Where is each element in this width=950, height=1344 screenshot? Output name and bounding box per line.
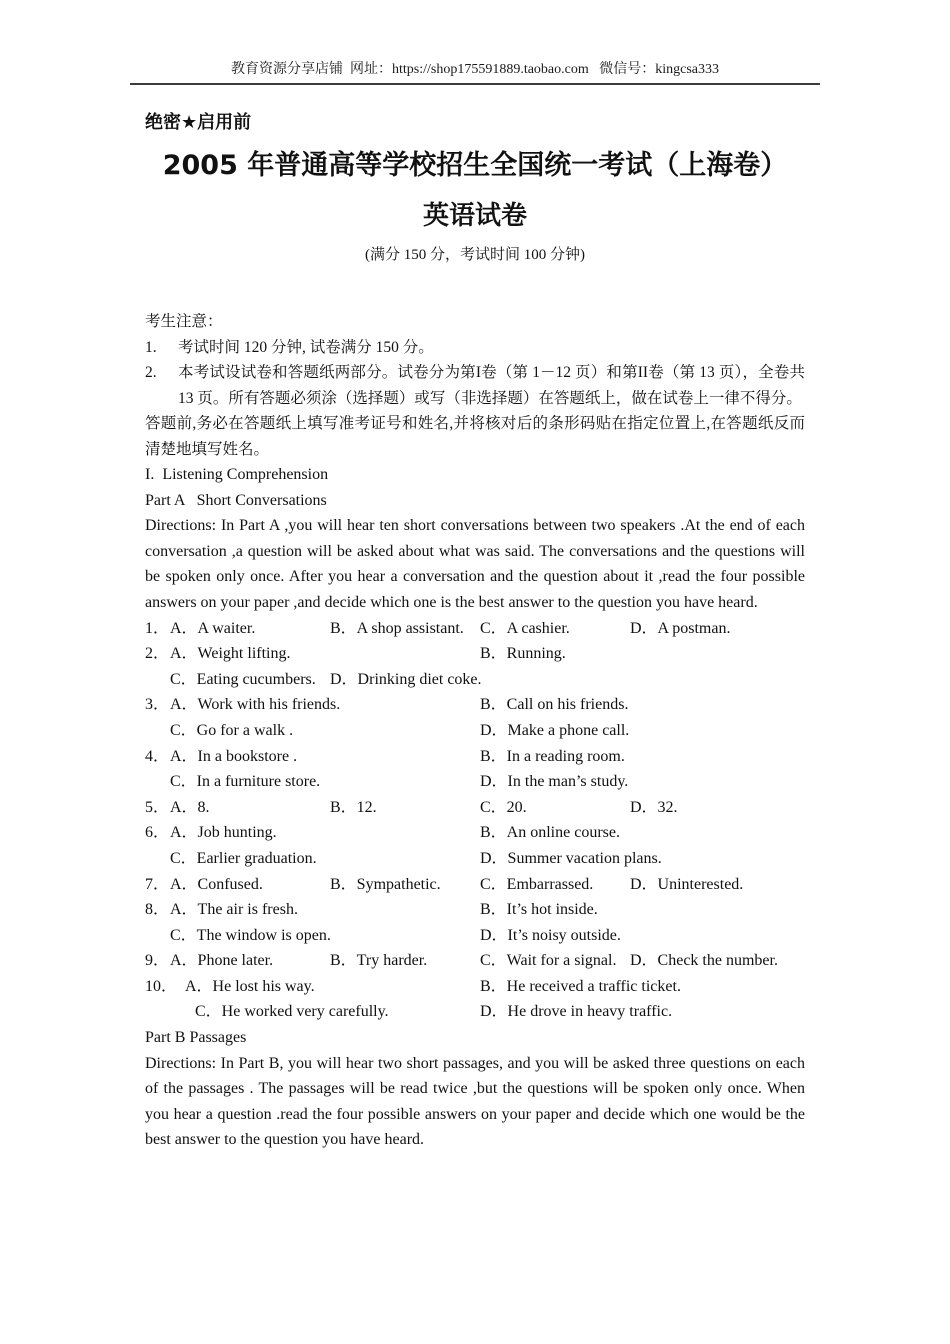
notice-item-number: 2. [145, 364, 157, 381]
question-line-4 [145, 769, 805, 795]
candidate-notice [145, 309, 805, 462]
answer-option: C．Wait for a signal. [480, 952, 617, 970]
question-number: 7． [145, 875, 170, 893]
answer-option: C．The window is open. [170, 926, 331, 944]
answer-option: B．Sympathetic. [330, 875, 441, 893]
question-number: 2． [145, 645, 170, 663]
part-b-heading: Part B Passages [145, 1029, 247, 1047]
answer-option: B．12. [330, 798, 377, 816]
answer-option: D．It’s noisy outside. [480, 926, 621, 944]
question-line-6 [145, 846, 805, 872]
answer-option: A．Weight lifting. [170, 645, 291, 663]
answer-option: C．Earlier graduation. [170, 849, 317, 867]
answer-option: A．8. [170, 798, 210, 816]
question-line-9 [145, 948, 805, 974]
notice-heading: 考生注意： [145, 313, 223, 330]
question-line-10 [145, 999, 805, 1025]
answer-option: D．A postman. [630, 619, 731, 637]
answer-option: D．32. [630, 798, 678, 816]
answer-option: C．Embarrassed. [480, 875, 594, 893]
answer-option: C．20. [480, 798, 527, 816]
answer-option: B．Running. [480, 645, 566, 663]
answer-option: A．Work with his friends. [170, 696, 341, 714]
question-line-7 [145, 872, 805, 898]
answer-option: B．He received a traffic ticket. [480, 977, 681, 995]
questions-list [145, 616, 805, 1026]
answer-option: B．Try harder. [330, 952, 428, 970]
part-a-directions: Directions: In Part A ,you will hear ten short conversations between two speakers .At the end of each conversation ,a question will be asked about what was said. The conversations and the questions will be spoken only once. After you hear a conversation and the question about it ,read the four possible answers on your paper ,and decide which one is the best answer to the question you have heard. [145, 517, 805, 611]
answer-option: A．Job hunting. [170, 824, 277, 842]
notice-item-text: 本考试设试卷和答题纸两部分。试卷分为第I卷（第 1－12 页）和第II卷（第 13 页），全卷共 13 页。所有答题必须涂（选择题）或写（非选择题）在答题纸上，做在试卷上一律不得分。 [178, 364, 805, 407]
question-number: 8． [145, 901, 170, 919]
answer-option: D．Summer vacation plans. [480, 849, 662, 867]
question-line-2 [145, 641, 805, 667]
classification-label: 绝密★启用前 [145, 112, 252, 133]
answer-option: C．Eating cucumbers. [170, 670, 316, 688]
exam-content [145, 111, 805, 1153]
question-number: 9． [145, 952, 170, 970]
answer-option: D．He drove in heavy traffic. [480, 1003, 673, 1021]
question-line-6 [145, 820, 805, 846]
answer-option: A．Confused. [170, 875, 263, 893]
part-a-heading: Part A Short Conversations [145, 491, 327, 509]
section-heading-listening: I. Listening Comprehension [145, 466, 329, 483]
answer-option: D．Drinking diet coke. [330, 670, 482, 688]
answer-option: B．An online course. [480, 824, 620, 842]
question-line-1 [145, 616, 805, 642]
answer-option: A．A waiter. [170, 619, 256, 637]
answer-option: D．In the man’s study. [480, 773, 629, 791]
answer-option: D．Uninterested. [630, 875, 744, 893]
part-b-directions: Directions: In Part B, you will hear two short passages, and you will be asked three questions on each of the passages . The passages will be read twice ,but the questions will be spoken only once. When you hear a question .read the four possible answers on your paper and decide which one would be the best answer to the question you have heard. [145, 1054, 805, 1149]
question-number: 10． [145, 977, 178, 995]
answer-option: B．Call on his friends. [480, 696, 629, 714]
question-line-8 [145, 897, 805, 923]
question-number: 1． [145, 619, 170, 637]
question-number: 3． [145, 696, 170, 714]
exam-subtitle: 英语试卷 [422, 201, 527, 231]
answer-option: C．Go for a walk . [170, 721, 294, 739]
answer-option: C．A cashier. [480, 619, 570, 637]
score-info: (满分 150 分，考试时间 100 分钟) [365, 247, 585, 263]
shop-header-text: 教育资源分享店铺 网址：https://shop175591889.taobao.com 微信号：kingcsa333 [230, 62, 720, 77]
question-line-3 [145, 692, 805, 718]
answer-option: B．A shop assistant. [330, 619, 464, 637]
question-line-4 [145, 744, 805, 770]
answer-option: B．In a reading room. [480, 747, 625, 765]
answer-option: D．Check the number. [630, 952, 778, 970]
question-line-10 [145, 974, 805, 1000]
notice-item-number: 1. [145, 338, 157, 356]
question-number: 6． [145, 824, 170, 842]
question-number: 4． [145, 747, 170, 765]
answer-option: B．It’s hot inside. [480, 901, 598, 919]
answer-option: C．He worked very carefully. [195, 1003, 389, 1021]
notice-item-text: 考试时间 120 分钟, 试卷满分 150 分。 [178, 338, 434, 356]
answer-option: A．In a bookstore . [170, 747, 298, 765]
answer-option: A．Phone later. [170, 952, 274, 970]
question-line-2 [145, 667, 805, 693]
answer-option: C．In a furniture store. [170, 773, 321, 791]
notice-item-2 [145, 360, 805, 411]
exam-title: 2005 年普通高等学校招生全国统一考试（上海卷） [162, 150, 788, 181]
question-line-8 [145, 923, 805, 949]
question-number: 5． [145, 798, 170, 816]
header-divider [130, 83, 820, 85]
answer-option: A．The air is fresh. [170, 901, 298, 919]
question-line-5 [145, 795, 805, 821]
question-line-3 [145, 718, 805, 744]
answer-option: D．Make a phone call. [480, 721, 630, 739]
answer-option: A．He lost his way. [185, 977, 315, 995]
notice-footer: 答题前,务必在答题纸上填写准考证号和姓名,并将核对后的条形码贴在指定位置上,在答题纸反而清楚地填写姓名。 [145, 415, 805, 458]
notice-item-1 [145, 335, 805, 361]
